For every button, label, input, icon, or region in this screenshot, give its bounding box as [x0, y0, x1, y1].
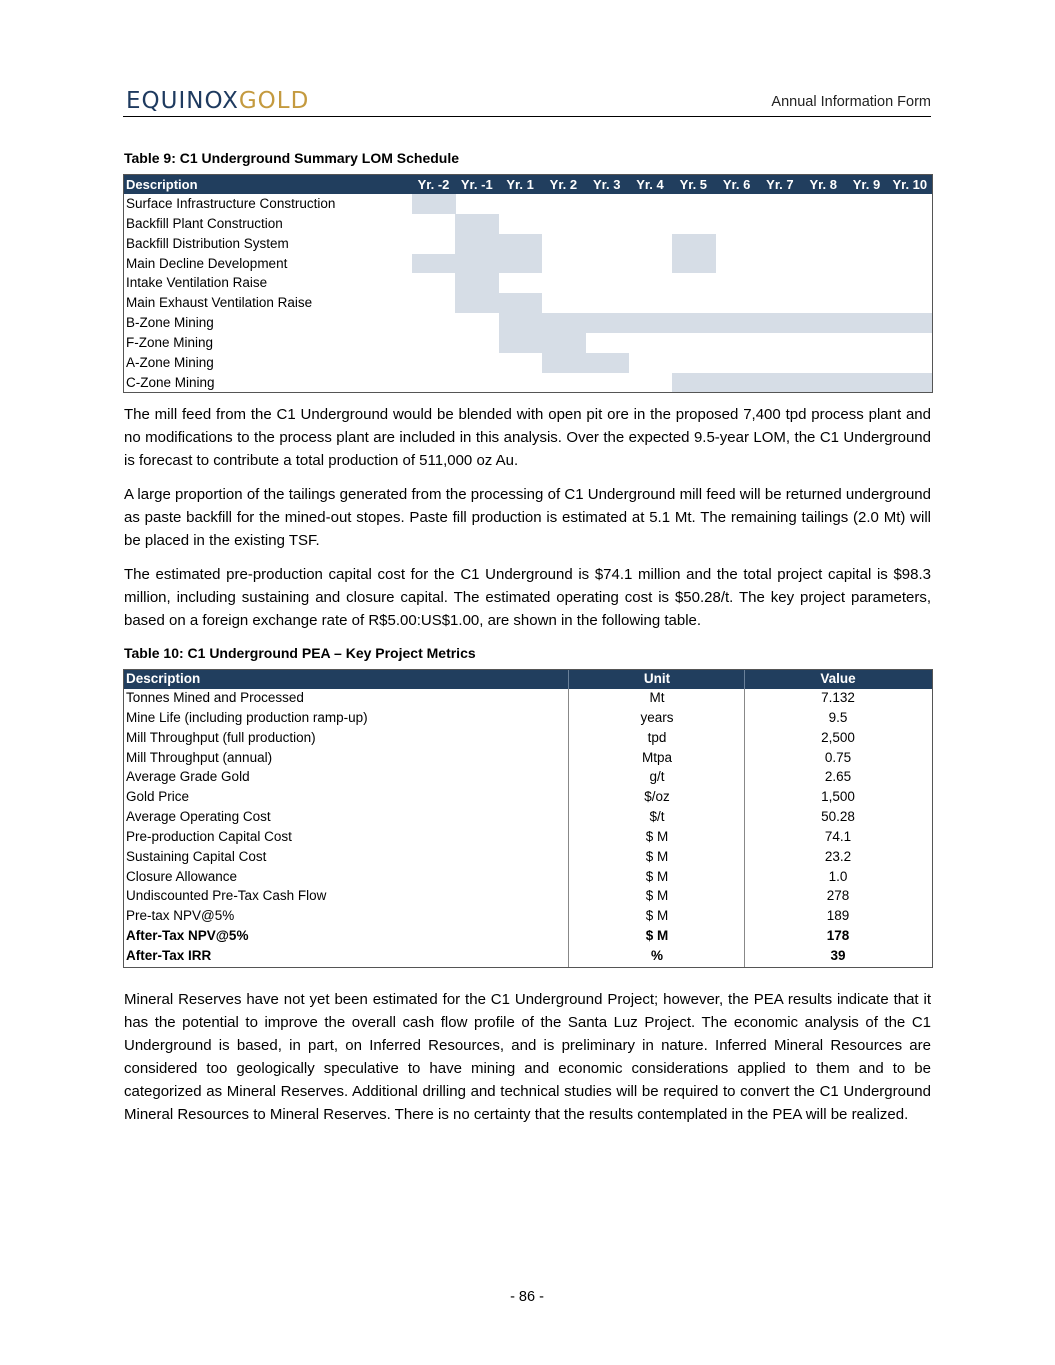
metric-description: Mill Throughput (annual) [126, 749, 273, 765]
metrics-row [124, 689, 932, 709]
schedule-cell-active [585, 313, 629, 333]
equinox-gold-logo [126, 88, 309, 114]
metrics-row [124, 848, 932, 868]
metric-value: 7.132 [821, 690, 855, 705]
page-header [123, 88, 931, 117]
lom-year-header: Yr. 8 [809, 177, 837, 192]
schedule-cell [629, 273, 673, 293]
header-title: Annual Information Form [771, 94, 931, 110]
lom-schedule-header-row [124, 175, 932, 194]
schedule-cell-active [412, 254, 456, 274]
schedule-cell-active [455, 234, 499, 254]
schedule-cell-active [888, 313, 932, 333]
schedule-cell [542, 254, 586, 274]
schedule-cell [888, 214, 932, 234]
lom-schedule-row [124, 194, 932, 214]
schedule-cell [455, 313, 499, 333]
schedule-cell [629, 234, 673, 254]
lom-year-header: Yr. 9 [852, 177, 881, 192]
metric-description: Average Operating Cost [126, 809, 271, 825]
schedule-cell [585, 333, 629, 353]
schedule-cell-active [499, 333, 543, 353]
schedule-cell [715, 234, 759, 254]
logo-text-gold: GOLD [238, 88, 310, 114]
metrics-row [124, 927, 932, 947]
metric-value: 0.75 [824, 749, 852, 765]
schedule-cell-active [542, 313, 586, 333]
lom-activity-label: C-Zone Mining [126, 374, 215, 390]
metric-unit: g/t [649, 769, 665, 785]
lom-schedule-row [124, 313, 932, 333]
schedule-cell [412, 293, 456, 313]
key-metrics-body [124, 689, 932, 967]
metric-description: Undiscounted Pre-Tax Cash Flow [126, 888, 327, 904]
metrics-row [124, 887, 932, 907]
schedule-cell-active [888, 373, 932, 393]
metric-description: Tonnes Mined and Processed [126, 690, 304, 705]
schedule-cell [629, 293, 673, 313]
schedule-cell [542, 214, 586, 234]
paragraph-tailings: A large proportion of the tailings generated from the processing of C1 Underground mill feed will be returned underground as paste backfill for the mined-out stopes. Paste fill production is estimated at 5.1 Mt. The remaining tailings (2.0 Mt) will be placed in the existing TSF. [124, 486, 931, 549]
schedule-cell [455, 373, 499, 393]
schedule-cell [629, 254, 673, 274]
metrics-row [124, 788, 932, 808]
schedule-cell [758, 234, 802, 254]
table9-caption: Table 9: C1 Underground Summary LOM Schedule [124, 150, 460, 166]
schedule-cell-active [672, 313, 716, 333]
schedule-cell [672, 333, 716, 353]
lom-desc-header: Description [126, 177, 198, 192]
schedule-cell-active [455, 214, 499, 234]
lom-year-header: Yr. 1 [506, 177, 534, 192]
schedule-cell [715, 254, 759, 274]
metrics-desc-header: Description [126, 671, 201, 686]
schedule-cell [845, 234, 889, 254]
schedule-cell [499, 194, 543, 214]
lom-activity-label: Backfill Distribution System [126, 235, 289, 251]
lom-schedule-row [124, 234, 932, 254]
schedule-cell [758, 273, 802, 293]
metric-description: Average Grade Gold [126, 769, 250, 785]
metrics-row [124, 709, 932, 729]
metric-value: 50.28 [821, 809, 855, 825]
schedule-cell-active [715, 313, 759, 333]
metric-value: 189 [826, 908, 850, 924]
schedule-cell [412, 313, 456, 333]
schedule-cell [499, 214, 543, 234]
schedule-cell [412, 234, 456, 254]
schedule-cell-active [455, 293, 499, 313]
schedule-cell [499, 273, 543, 293]
metric-value: 74.1 [824, 828, 852, 844]
schedule-cell [888, 273, 932, 293]
schedule-cell [845, 194, 889, 214]
metrics-row [124, 729, 932, 749]
paragraph-capital-cost: The estimated pre-production capital cost for the C1 Underground is $74.1 million and the total project capital is $98.3 million, including sustaining and closure capital. The estimated operating cost is $50.28/t. The key project parameters, based on a foreign exchange rate of R$5.00:US$1.00, are shown in the following table. [124, 566, 931, 629]
metric-description: Mill Throughput (full production) [126, 729, 316, 745]
lom-year-header: Yr. 10 [892, 177, 928, 192]
lom-schedule-row [124, 214, 932, 234]
schedule-cell [455, 333, 499, 353]
schedule-cell-active [758, 313, 802, 333]
schedule-cell-active [802, 373, 846, 393]
metric-description: Pre-tax NPV@5% [126, 908, 235, 924]
schedule-cell [845, 333, 889, 353]
schedule-cell [802, 333, 846, 353]
schedule-cell [802, 194, 846, 214]
metrics-row [124, 868, 932, 888]
lom-schedule-row [124, 273, 932, 293]
schedule-cell-active [499, 254, 543, 274]
schedule-cell [542, 273, 586, 293]
lom-year-header: Yr. 6 [722, 177, 751, 192]
schedule-cell-active [412, 194, 456, 214]
schedule-cell [412, 214, 456, 234]
schedule-cell [845, 353, 889, 373]
schedule-cell [758, 194, 802, 214]
lom-activity-label: Main Decline Development [126, 255, 288, 271]
lom-year-header: Yr. 5 [679, 177, 708, 192]
schedule-cell [542, 293, 586, 313]
metric-value: 39 [830, 947, 846, 963]
metrics-row [124, 828, 932, 848]
metric-description: Sustaining Capital Cost [126, 848, 267, 864]
schedule-cell [455, 194, 499, 214]
metric-unit: Mt [649, 690, 665, 705]
lom-schedule-row [124, 293, 932, 313]
schedule-cell [672, 273, 716, 293]
schedule-cell [672, 194, 716, 214]
schedule-cell [672, 353, 716, 373]
table10-caption: Table 10: C1 Underground PEA – Key Project Metrics [124, 645, 476, 661]
schedule-cell [585, 293, 629, 313]
schedule-cell [715, 293, 759, 313]
metric-description: Mine Life (including production ramp-up) [126, 709, 368, 725]
schedule-cell [412, 373, 456, 393]
metric-value: 1,500 [821, 789, 855, 805]
key-metrics-table [123, 669, 933, 968]
lom-activity-label: A-Zone Mining [126, 354, 214, 370]
schedule-cell [629, 333, 673, 353]
schedule-cell-active [499, 313, 543, 333]
schedule-cell [499, 373, 543, 393]
schedule-cell [802, 293, 846, 313]
metrics-unit-header: Unit [643, 671, 671, 686]
logo-text-equinox: EQUINOX [126, 88, 239, 114]
lom-schedule-row [124, 353, 932, 373]
metric-value: 2,500 [821, 729, 855, 745]
lom-year-header: Yr. 2 [549, 177, 578, 192]
metrics-value-header: Value [820, 671, 856, 686]
schedule-cell [412, 333, 456, 353]
lom-year-header: Yr. -1 [460, 177, 493, 192]
metrics-row [124, 947, 932, 967]
schedule-cell [888, 254, 932, 274]
schedule-cell [802, 234, 846, 254]
metric-unit: tpd [647, 729, 667, 745]
schedule-cell-active [715, 373, 759, 393]
schedule-cell-active [672, 373, 716, 393]
schedule-cell [715, 214, 759, 234]
schedule-cell-active [585, 353, 629, 373]
lom-activity-label: Main Exhaust Ventilation Raise [126, 295, 313, 311]
schedule-cell [715, 194, 759, 214]
schedule-cell-active [455, 254, 499, 274]
schedule-cell [758, 353, 802, 373]
metric-value: 23.2 [824, 848, 852, 864]
metrics-row [124, 749, 932, 769]
metric-unit: $ M [645, 888, 669, 904]
schedule-cell [585, 373, 629, 393]
lom-schedule-row [124, 333, 932, 353]
schedule-cell [672, 293, 716, 313]
schedule-cell [845, 254, 889, 274]
metrics-row [124, 808, 932, 828]
schedule-cell [888, 333, 932, 353]
schedule-cell-active [629, 313, 673, 333]
metric-unit: years [640, 709, 674, 725]
lom-schedule-row [124, 254, 932, 274]
schedule-cell-active [672, 254, 716, 274]
schedule-cell [802, 214, 846, 234]
lom-year-header: Yr. 3 [592, 177, 621, 192]
lom-activity-label: Surface Infrastructure Construction [126, 196, 336, 211]
paragraph-mineral-reserves: Mineral Reserves have not yet been estimated for the C1 Underground Project; however, the PEA results indicate that it has the potential to improve the overall cash flow profile of the Santa Luz Project. The economic analysis of the C1 Underground is based, in part, on Inferred Resources, and is preliminary in nature. Inferred Mineral Resources are considered too geologically speculative to have mining and economic considerations applied to them and to be categorized as Mineral Reserves. Additional drilling and technical studies will be required to convert the C1 Underground Mineral Resources to Mineral Reserves. There is no certainty that the results contemplated in the PEA will be realized. [124, 991, 931, 1123]
schedule-cell [585, 234, 629, 254]
metrics-row [124, 907, 932, 927]
schedule-cell [629, 194, 673, 214]
schedule-cell [758, 214, 802, 234]
schedule-cell [802, 353, 846, 373]
paragraph-mill-feed: The mill feed from the C1 Underground would be blended with open pit ore in the proposed 7,400 tpd process plant and no modifications to the process plant are included in this analysis. Over the expected 9.5-year LOM, the C1 Underground is forecast to contribute a total production of 511,000 oz Au. [124, 406, 931, 469]
schedule-cell [715, 273, 759, 293]
schedule-cell [888, 194, 932, 214]
schedule-cell [629, 353, 673, 373]
lom-activity-label: B-Zone Mining [126, 315, 214, 331]
schedule-cell [758, 333, 802, 353]
schedule-cell [802, 254, 846, 274]
schedule-cell-active [542, 353, 586, 373]
lom-activity-label: Backfill Plant Construction [126, 215, 283, 231]
schedule-cell [888, 353, 932, 373]
schedule-cell [715, 333, 759, 353]
schedule-cell [629, 214, 673, 234]
schedule-cell [758, 254, 802, 274]
schedule-cell [802, 273, 846, 293]
metric-unit: $ M [645, 828, 669, 844]
lom-year-header: Yr. -2 [417, 177, 450, 192]
schedule-cell [758, 293, 802, 313]
schedule-cell [412, 273, 456, 293]
lom-activity-label: Intake Ventilation Raise [126, 275, 268, 291]
lom-schedule-table [123, 174, 933, 393]
schedule-cell [585, 273, 629, 293]
schedule-cell-active [499, 234, 543, 254]
key-metrics-header-row [124, 670, 932, 689]
schedule-cell [542, 234, 586, 254]
schedule-cell [888, 234, 932, 254]
schedule-cell [715, 353, 759, 373]
schedule-cell [845, 293, 889, 313]
page-number: - 86 - [510, 1289, 544, 1305]
metric-description: Pre-production Capital Cost [126, 828, 292, 844]
schedule-cell [542, 373, 586, 393]
schedule-cell-active [845, 373, 889, 393]
lom-schedule-body [124, 194, 932, 392]
metric-value: 9.5 [828, 709, 848, 725]
lom-schedule-row [124, 373, 932, 393]
schedule-cell [585, 194, 629, 214]
schedule-cell [585, 214, 629, 234]
metric-unit: $/t [649, 809, 665, 825]
schedule-cell [629, 373, 673, 393]
schedule-cell [455, 353, 499, 373]
schedule-cell-active [455, 273, 499, 293]
metric-value: 278 [826, 888, 850, 904]
schedule-cell [499, 353, 543, 373]
metric-unit: $ M [645, 928, 669, 944]
schedule-cell-active [758, 373, 802, 393]
schedule-cell [888, 293, 932, 313]
schedule-cell [542, 194, 586, 214]
lom-year-header: Yr. 7 [766, 177, 794, 192]
schedule-cell [845, 273, 889, 293]
metric-value: 2.65 [824, 769, 852, 785]
schedule-cell-active [845, 313, 889, 333]
metric-value: 1.0 [828, 868, 848, 884]
schedule-cell-active [802, 313, 846, 333]
metric-description: After-Tax IRR [126, 947, 212, 963]
metrics-row [124, 768, 932, 788]
lom-year-header: Yr. 4 [636, 177, 664, 192]
metric-unit: $/oz [644, 789, 670, 805]
metric-description: Gold Price [126, 789, 190, 805]
schedule-cell-active [542, 333, 586, 353]
schedule-cell [585, 254, 629, 274]
metric-unit: $ M [645, 908, 669, 924]
metric-unit: $ M [645, 848, 669, 864]
metric-unit: $ M [645, 868, 669, 884]
schedule-cell-active [499, 293, 543, 313]
schedule-cell [412, 353, 456, 373]
metric-unit: Mtpa [641, 749, 672, 765]
metric-unit: % [650, 947, 663, 963]
schedule-cell [845, 214, 889, 234]
metric-description: Closure Allowance [126, 868, 238, 884]
schedule-cell [672, 214, 716, 234]
schedule-cell-active [672, 234, 716, 254]
metric-description: After-Tax NPV@5% [126, 928, 249, 944]
metric-value: 178 [826, 928, 850, 944]
lom-activity-label: F-Zone Mining [126, 334, 214, 350]
